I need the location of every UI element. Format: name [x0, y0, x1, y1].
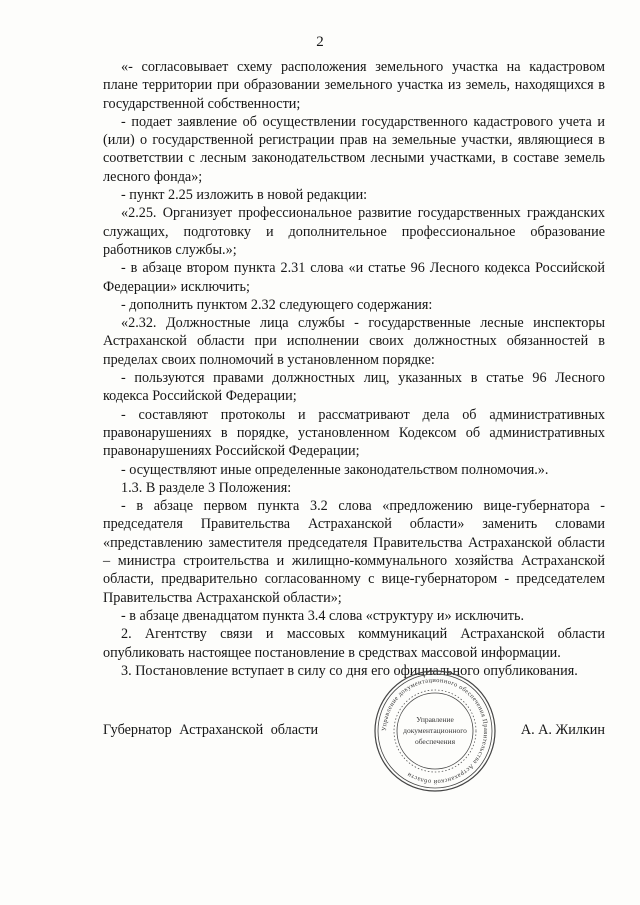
paragraph: - дополнить пунктом 2.32 следующего содержания: — [121, 296, 433, 313]
paragraph: «2.32. Должностные лица службы - государственные лесные инспекторы Астраханской области при исполнении своих должностных обязанностей в пределах своих полномочий в установленном порядке: — [103, 315, 605, 368]
paragraph: - в абзаце втором пункта 2.31 слова «и статье 96 Лесного кодекса Российской Федерации» исключить; — [103, 260, 605, 295]
paragraph: - пункт 2.25 изложить в новой редакции: — [121, 187, 368, 204]
official-seal — [372, 668, 498, 794]
seal-center-line: обеспечения — [414, 737, 456, 746]
paragraph: - пользуются правами должностных лиц, указанных в статье 96 Лесного кодекса Российской Федерации; — [103, 370, 605, 405]
seal-center-line: документационного — [403, 726, 467, 735]
paragraph: «2.25. Организует профессиональное развитие государственных гражданских служащих, подготовку и дополнительное профессиональное образование работников службы.»; — [103, 205, 605, 258]
paragraph: - составляют протоколы и рассматривают дела об административных правонарушениях в порядке, установленном Кодексом об административных правонарушениях Российской Федерации; — [103, 406, 605, 460]
paragraph: 1.3. В разделе 3 Положения: — [121, 479, 292, 496]
signatory-title: Губернатор Астраханской области — [103, 722, 319, 738]
paragraph: - подает заявление об осуществлении государственного кадастрового учета и (или) о государственной регистрации прав на земельные участки, являющиеся в соответствии с лесным законодательством лесными участками, в составе земель лесного фонда»; — [103, 113, 605, 185]
paragraph: 3. Постановление вступает в силу со дня его официального опубликования. — [121, 662, 578, 679]
seal-center-line: Управление — [416, 715, 454, 724]
paragraph: 2. Агентству связи и массовых коммуникаций Астраханской области опубликовать настоящее постановление в средствах массовой информации. — [103, 626, 605, 661]
paragraph: - в абзаце двенадцатом пункта 3.4 слова «структуру и» исключить. — [121, 607, 525, 624]
signatory-name: А. А. Жилкин — [520, 722, 605, 738]
paragraph: «- согласовывает схему расположения земельного участка на кадастровом плане территории при образовании земельного участка из земель, находящихся в государственной собственности; — [103, 59, 605, 112]
page-number: 2 — [316, 34, 324, 50]
paragraph: - осуществляют иные определенные законодательством полномочия.». — [121, 461, 549, 478]
paragraph: - в абзаце первом пункта 3.2 слова «предложению вице-губернатора - председателя Правительства Астраханской области» заменить словами «представлению заместителя председателя Правительства Астраханской области – министра строительства и жилищно-коммунального хозяйства Астраханской области, предварительно согласованному с вице-губернатором - председателем Правительства Астраханской области»; — [103, 498, 605, 606]
seal-outer-text: Управление документационного обеспечения Правительства Астраханской области — [380, 676, 490, 786]
document-body — [103, 58, 605, 680]
